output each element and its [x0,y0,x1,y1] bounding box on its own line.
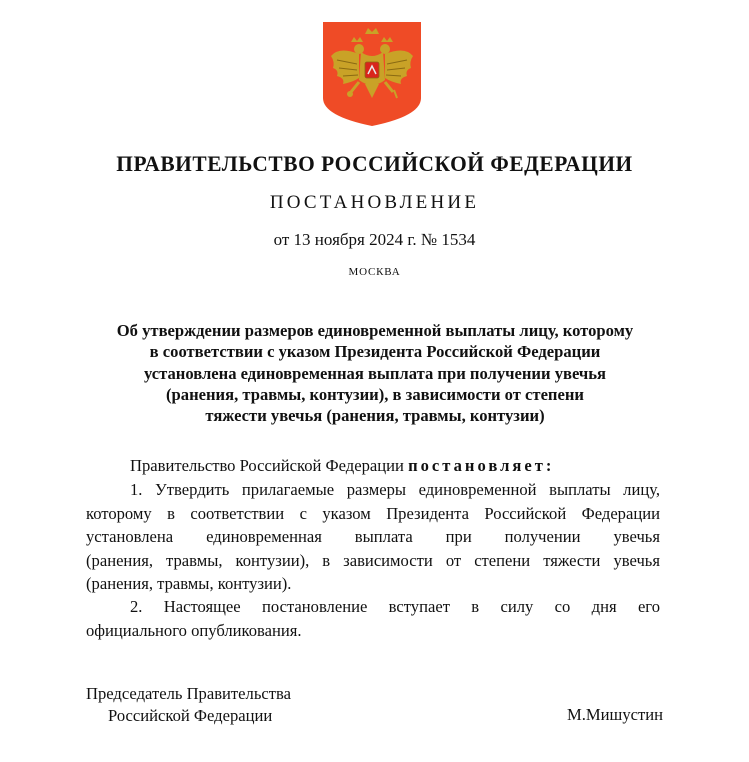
subject-line: Об утверждении размеров единовременной выплаты лицу, которому [116,321,634,340]
document-city: МОСКВА [348,266,401,278]
paragraph-line: которому в соответствии с указом Президента Российской Федерации [86,503,660,523]
subject-line: установлена единовременная выплата при получении увечья [143,363,607,383]
coat-of-arms-icon [321,20,423,128]
signatory-name: М.Мишустин [567,705,663,724]
signatory-position [86,683,291,727]
paragraph-line: 1. Утвердить прилагаемые размеры единовременной выплаты лицу, [130,480,660,499]
paragraph-line: 2. Настоящее постановление вступает в силу со дня его [130,597,660,616]
paragraph-1 [86,478,660,596]
subject-line: в соответствии с указом Президента Российской Федерации [149,342,601,362]
document-type: ПОСТАНОВЛЕНИЕ [269,192,480,213]
document-subject [80,320,670,426]
resolution-intro [130,454,670,478]
paragraph-2 [86,595,660,642]
paragraph-line: (ранения, травмы, контузии). [86,574,292,593]
subject-line: (ранения, травмы, контузии), в зависимости от степени [166,384,584,404]
intro-text: Правительство Российской Федерации [130,456,409,475]
position-line: Российской Федерации [108,706,273,725]
government-title: ПРАВИТЕЛЬСТВО РОССИЙСКОЙ ФЕДЕРАЦИИ [116,151,633,176]
paragraph-line: официального опубликования. [86,620,302,640]
paragraph-line: (ранения, травмы, контузии), в зависимости от степени тяжести увечья [86,550,660,570]
subject-line: тяжести увечья (ранения, травмы, контузии) [205,406,545,426]
document-date: от 13 ноября 2024 г. № 1534 [273,230,476,249]
intro-emphasis: постановляет: [408,456,555,475]
paragraph-line: установлена единовременная выплата при получении увечья [86,527,660,546]
position-line: Председатель Правительства [86,684,291,703]
